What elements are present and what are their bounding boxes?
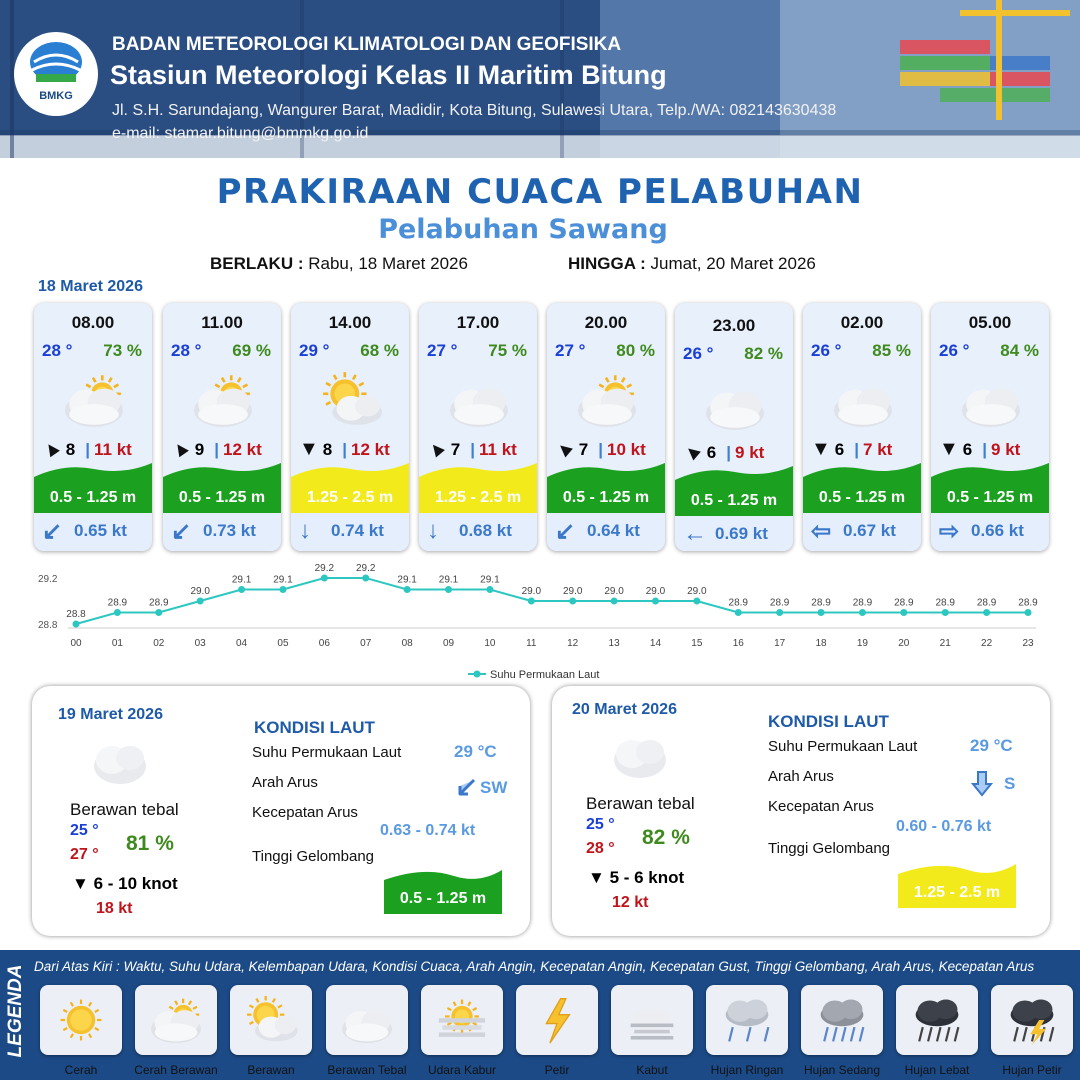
berawan-tebal-icon [953, 369, 1029, 436]
cerah-berawan-icon [144, 991, 208, 1054]
sst-data-label: 29.0 [562, 586, 583, 597]
sst-data-label: 29.1 [273, 574, 293, 586]
forecast-wind [421, 434, 517, 464]
forecast-card [931, 303, 1049, 551]
x-tick-label: 11 [526, 638, 537, 649]
day3-humidity: 82 % [642, 826, 690, 849]
current-row [163, 513, 281, 551]
current-row [803, 513, 921, 551]
sst-data-point [818, 609, 825, 616]
day2-temp-min: 25 ° [70, 822, 99, 839]
legend-item-label: Petir [544, 1063, 570, 1077]
current-direction-icon: ⇨ [939, 518, 960, 545]
day2-wave-label: Tinggi Gelombang [252, 848, 375, 865]
wave-height: 0.5 - 1.25 m [562, 489, 650, 506]
x-tick-label: 22 [981, 638, 993, 649]
forecast-time: 11.00 [201, 313, 243, 332]
sst-data-label: 28.9 [769, 597, 790, 609]
day2-wave: 0.5 - 1.25 m [399, 890, 487, 907]
forecast-time: 02.00 [840, 313, 884, 332]
sst-data-point [693, 598, 700, 605]
sst-data-label: 28.9 [728, 597, 748, 609]
current-direction-icon: ↙ [171, 518, 192, 545]
day3-panel [552, 686, 1050, 936]
day3-wind-speed: 5 - 6 knot [609, 868, 685, 887]
berawan-tebal-icon [825, 369, 901, 436]
current-speed: 0.69 kt [715, 524, 768, 543]
wind-gust: 10 kt [607, 440, 646, 459]
sst-data-point [197, 598, 204, 605]
day3-direction-label: Arah Arus [768, 768, 834, 785]
cerah-berawan-icon [569, 369, 645, 436]
sst-data-label: 29.1 [480, 574, 500, 586]
sst-data-point [983, 609, 990, 616]
sst-series-line [76, 578, 1028, 624]
current-direction-icon: ↙ [42, 518, 63, 545]
port-name: Pelabuhan Sawang [378, 214, 668, 245]
day3-temp-min: 25 ° [586, 816, 615, 833]
current-speed: 0.67 kt [843, 521, 896, 540]
sst-data-label: 29.0 [521, 586, 542, 597]
day2-speed: 0.63 - 0.74 kt [380, 822, 476, 839]
forecast-humidity: 80 % [616, 341, 655, 360]
forecast-humidity: 82 % [744, 344, 783, 363]
forecast-time: 17.00 [456, 313, 500, 332]
wave-height: 1.25 - 2.5 m [306, 489, 394, 506]
current-speed: 0.74 kt [331, 521, 384, 540]
hujan-lebat-icon [905, 991, 969, 1054]
sst-data-label: 29.1 [397, 574, 417, 586]
sst-data-point [238, 586, 245, 593]
legend-item-label: Hujan Ringan [710, 1063, 784, 1077]
current-direction-icon: ↓ [427, 517, 439, 544]
day2-sst: 29 °C [454, 742, 497, 761]
day1-date: 18 Maret 2026 [38, 278, 143, 295]
current-arrow-sw-icon [452, 776, 480, 802]
cerah-berawan-icon [185, 369, 261, 436]
day2-wind [72, 874, 178, 894]
cerah-berawan-icon [56, 369, 132, 436]
x-tick-label: 19 [856, 638, 868, 649]
sst-data-point [486, 586, 493, 593]
sst-data-point [859, 609, 866, 616]
day2-panel [32, 686, 530, 936]
sst-data-label: 28.9 [1018, 597, 1038, 609]
forecast-card [34, 303, 152, 551]
sst-data-label: 28.8 [66, 609, 86, 620]
cerah-icon [49, 991, 113, 1054]
current-speed: 0.64 kt [587, 521, 640, 540]
agency-name: BADAN METEOROLOGI KLIMATOLOGI DAN GEOFISIKA [112, 34, 622, 55]
sst-data-point [900, 609, 907, 616]
forecast-humidity: 68 % [360, 341, 399, 360]
berawan-tebal-icon [441, 369, 517, 436]
current-speed: 0.65 kt [74, 521, 127, 540]
legend-item [516, 985, 598, 1055]
sst-data-point [279, 586, 286, 593]
sst-data-point [569, 598, 576, 605]
sst-data-label: 28.9 [852, 597, 873, 609]
wind-speed: 7 [578, 440, 589, 459]
day2-speed-label: Kecepatan Arus [252, 804, 358, 821]
wind-gust: 11 kt [94, 440, 132, 459]
day3-sea-title: KONDISI LAUT [768, 712, 889, 731]
current-speed: 0.68 kt [459, 521, 512, 540]
station-name: Stasiun Meteorologi Kelas II Maritim Bitung [110, 60, 667, 90]
forecast-wind [37, 434, 132, 464]
sst-data-label: 29.1 [231, 574, 252, 586]
day3-speed: 0.60 - 0.76 kt [896, 818, 992, 835]
wave-height: 1.25 - 2.5 m [434, 489, 522, 506]
y-tick-label: 29.2 [38, 574, 58, 585]
sst-data-point [155, 609, 162, 616]
x-tick-label: 05 [277, 638, 289, 649]
hujan-sedang-icon [810, 991, 874, 1054]
forecast-humidity: 75 % [488, 341, 527, 360]
legend-series-name: Suhu Permukaan Laut [490, 669, 600, 681]
wind-direction-icon: ▼ [811, 438, 831, 460]
forecast-temp: 28 ° [42, 341, 73, 360]
legend-item [801, 985, 883, 1055]
current-direction-icon: ↓ [299, 517, 311, 544]
x-tick-label: 12 [567, 638, 579, 649]
legend-item [40, 985, 122, 1055]
day2-sea-title: KONDISI LAUT [254, 718, 375, 737]
forecast-humidity: 84 % [1000, 341, 1039, 360]
y-tick-label: 28.8 [38, 620, 58, 631]
legend-item [230, 985, 312, 1055]
sst-data-point [735, 609, 742, 616]
legend-item [706, 985, 788, 1055]
wind-separator-icon: | [470, 440, 476, 459]
wind-speed: 7 [450, 440, 461, 459]
legend-title: LEGENDA [5, 964, 26, 1058]
wind-separator-icon: | [854, 440, 860, 459]
wind-speed: 6 [706, 443, 717, 462]
hujan-ringan-icon [715, 991, 779, 1054]
current-row [931, 513, 1049, 551]
day2-sst-label: Suhu Permukaan Laut [252, 744, 402, 761]
x-tick-label: 15 [691, 638, 703, 649]
x-tick-label: 04 [236, 638, 248, 649]
day3-condition: Berawan tebal [586, 794, 695, 813]
sst-data-point [776, 609, 783, 616]
legend-item [135, 985, 217, 1055]
sst-data-point [73, 621, 80, 628]
validity-from-value: Rabu, 18 Maret 2026 [308, 254, 468, 273]
x-tick-label: 08 [401, 638, 413, 649]
x-tick-label: 17 [774, 638, 786, 649]
day3-wind [588, 868, 684, 888]
sst-data-label: 28.9 [976, 597, 997, 609]
legend-item-label: Kabut [636, 1063, 668, 1077]
legend-item-label: Berawan Tebal [327, 1063, 407, 1077]
wind-separator-icon: | [726, 443, 732, 462]
day3-date: 20 Maret 2026 [572, 701, 677, 718]
sst-data-point [528, 598, 535, 605]
wave-height: 0.5 - 1.25 m [690, 492, 778, 509]
current-row [419, 513, 537, 551]
wind-separator-icon: | [982, 440, 988, 459]
sst-data-point [1025, 609, 1032, 616]
forecast-temp: 26 ° [683, 344, 714, 363]
berawan-tebal-icon [335, 991, 399, 1054]
forecast-humidity: 69 % [232, 341, 271, 360]
sst-data-label: 28.9 [894, 597, 914, 609]
wind-direction-icon: ▲ [166, 434, 196, 464]
sst-data-point [404, 586, 411, 593]
forecast-wind [166, 434, 262, 464]
station-address: Jl. S.H. Sarundajang, Wangurer Barat, Madidir, Kota Bitung, Sulawesi Utara, Telp./WA: 082143630438 [112, 102, 837, 119]
wind-speed: 6 [834, 440, 845, 459]
wind-separator-icon: | [598, 440, 604, 459]
day3-temp-max: 28 ° [586, 840, 615, 857]
forecast-temp: 28 ° [171, 341, 202, 360]
sst-data-label: 28.9 [107, 597, 128, 609]
wind-direction-icon: ▲ [421, 434, 452, 464]
day3-sst-label: Suhu Permukaan Laut [768, 738, 918, 755]
wind-direction-icon: ▼ [72, 874, 89, 893]
legend-item-label: Berawan [247, 1063, 295, 1077]
day3-wave: 1.25 - 2.5 m [913, 884, 1001, 901]
sst-data-point [362, 575, 369, 582]
validity-to [568, 254, 816, 274]
x-tick-label: 06 [318, 638, 330, 649]
x-tick-label: 00 [70, 638, 82, 649]
wind-speed: 8 [322, 440, 333, 459]
x-tick-label: 23 [1022, 638, 1034, 649]
day2-humidity: 81 % [126, 832, 174, 855]
wind-direction-icon: ▼ [939, 438, 959, 460]
berawan-tebal-icon [608, 728, 678, 788]
sst-data-label: 29.2 [356, 563, 376, 574]
sst-data-label: 28.9 [149, 597, 169, 609]
current-arrow-s-icon [970, 770, 994, 798]
day2-gust: 18 kt [96, 900, 133, 917]
current-direction-icon: ↙ [555, 518, 576, 545]
forecast-wind [939, 440, 1020, 460]
sst-data-label: 29.0 [190, 586, 210, 597]
wind-gust: 11 kt [479, 440, 517, 459]
sst-data-label: 29.0 [687, 586, 707, 597]
logo-text: BMKG [39, 90, 73, 102]
legend-item-label: Cerah Berawan [134, 1063, 218, 1077]
day3-direction: S [1004, 774, 1016, 793]
sst-data-label: 28.9 [935, 597, 955, 609]
wind-direction-icon: ▼ [588, 868, 605, 887]
x-tick-label: 14 [649, 638, 662, 649]
page-title: PRAKIRAAN CUACA PELABUHAN [216, 172, 864, 212]
x-tick-label: 07 [360, 638, 372, 649]
day3-sst: 29 °C [970, 736, 1013, 755]
wind-gust: 12 kt [223, 440, 262, 459]
bmkg-emblem-icon [26, 40, 86, 88]
current-speed: 0.73 kt [203, 521, 256, 540]
validity-to-value: Jumat, 20 Maret 2026 [650, 254, 816, 273]
forecast-wind [299, 440, 390, 460]
forecast-time: 08.00 [71, 313, 115, 332]
legend-item-label: Udara Kabur [427, 1063, 497, 1077]
forecast-time: 20.00 [584, 313, 628, 332]
day3-gust: 12 kt [612, 894, 649, 911]
wave-height: 0.5 - 1.25 m [818, 489, 906, 506]
wind-speed: 8 [65, 440, 76, 459]
forecast-card [803, 303, 921, 551]
sst-data-label: 29.2 [314, 563, 335, 574]
forecast-temp: 29 ° [299, 341, 330, 360]
forecast-temp: 27 ° [427, 341, 458, 360]
x-tick-label: 01 [111, 638, 123, 649]
forecast-card [675, 303, 793, 551]
sst-data-point [611, 598, 618, 605]
wind-direction-icon: ▲ [549, 434, 580, 464]
berawan-icon [313, 369, 389, 436]
hujan-petir-icon [1000, 991, 1064, 1054]
berawan-tebal-icon [88, 734, 158, 794]
forecast-card [419, 303, 537, 551]
wind-gust: 9 kt [991, 440, 1021, 459]
validity-from [210, 254, 468, 274]
x-tick-label: 20 [898, 638, 910, 649]
forecast-temp: 26 ° [939, 341, 970, 360]
day2-wind-speed: 6 - 10 knot [93, 874, 178, 893]
wind-separator-icon: | [214, 440, 220, 459]
wave-height: 0.5 - 1.25 m [946, 489, 1034, 506]
forecast-humidity: 73 % [103, 341, 142, 360]
validity-to-label: HINGGA : [568, 254, 646, 273]
wind-speed: 6 [962, 440, 973, 459]
current-row [34, 513, 152, 551]
x-tick-label: 21 [939, 638, 951, 649]
wind-separator-icon: | [85, 440, 91, 459]
forecast-time: 14.00 [328, 313, 372, 332]
day2-direction-label: Arah Arus [252, 774, 318, 791]
kabut-icon [620, 991, 684, 1054]
x-tick-label: 16 [732, 638, 744, 649]
sst-data-label: 29.0 [604, 586, 624, 597]
day2-direction: SW [480, 778, 508, 797]
day3-wave-label: Tinggi Gelombang [768, 840, 891, 857]
current-row [675, 516, 793, 551]
station-email: e-mail: stamar.bitung@bmmkg.go.id [112, 125, 369, 142]
legend-marker-icon [474, 671, 481, 678]
day3-speed-label: Kecepatan Arus [768, 798, 874, 815]
legend-item [611, 985, 693, 1055]
sst-data-point [445, 586, 452, 593]
sst-data-point [114, 609, 121, 616]
sst-data-point [321, 575, 328, 582]
current-row [291, 513, 409, 551]
sst-data-point [652, 598, 659, 605]
x-tick-label: 09 [442, 638, 455, 649]
legend-item [896, 985, 978, 1055]
wind-separator-icon: | [342, 440, 348, 459]
wind-gust: 9 kt [735, 443, 765, 462]
legend-info: Dari Atas Kiri : Waktu, Suhu Udara, Kelembapan Udara, Kondisi Cuaca, Arah Angin, Kecepatan Angin, Kecepatan Gust, Tinggi Gelombang, Arah Arus, Kecepatan Arus [34, 959, 1035, 974]
day2-date: 19 Maret 2026 [58, 706, 163, 723]
forecast-wind [549, 434, 646, 464]
sst-data-label: 29.1 [438, 574, 459, 586]
berawan-icon [239, 991, 303, 1054]
validity-from-label: BERLAKU : [210, 254, 304, 273]
x-tick-label: 13 [608, 638, 620, 649]
wind-gust: 7 kt [863, 440, 893, 459]
legend-item-label: Cerah [64, 1063, 98, 1077]
forecast-wind [677, 437, 765, 467]
legend-item-label: Hujan Sedang [803, 1063, 881, 1077]
x-tick-label: 10 [484, 638, 496, 649]
udara-kabur-icon [430, 991, 494, 1054]
wind-direction-icon: ▲ [37, 434, 67, 464]
current-row [547, 513, 665, 551]
x-tick-label: 18 [815, 638, 827, 649]
sst-data-point [942, 609, 949, 616]
wave-height: 0.5 - 1.25 m [49, 489, 137, 506]
legend-item [421, 985, 503, 1055]
current-speed: 0.66 kt [971, 521, 1024, 540]
current-direction-icon: ⇦ [811, 518, 832, 545]
day2-condition: Berawan tebal [70, 800, 179, 819]
day2-temp-max: 27 ° [70, 846, 99, 863]
forecast-temp: 26 ° [811, 341, 842, 360]
berawan-tebal-icon [697, 372, 773, 439]
forecast-humidity: 85 % [872, 341, 911, 360]
forecast-wind [811, 440, 892, 460]
wind-speed: 9 [194, 440, 205, 459]
legend-item [991, 985, 1073, 1055]
wind-gust: 12 kt [351, 440, 390, 459]
wave-height: 0.5 - 1.25 m [178, 489, 266, 506]
forecast-temp: 27 ° [555, 341, 586, 360]
forecast-time: 23.00 [712, 316, 756, 335]
sst-data-label: 29.0 [645, 586, 666, 597]
wind-direction-icon: ▼ [299, 438, 319, 460]
sst-data-label: 28.9 [811, 597, 831, 609]
forecast-card [547, 303, 665, 551]
forecast-time: 05.00 [968, 313, 1012, 332]
current-direction-icon: ← [683, 520, 707, 547]
forecast-card [291, 303, 409, 551]
bmkg-logo [14, 32, 98, 116]
x-tick-label: 02 [153, 638, 165, 649]
wind-direction-icon: ▲ [677, 437, 708, 467]
legend-item [326, 985, 408, 1055]
legend-item-label: Hujan Petir [1002, 1063, 1062, 1077]
legend-item-label: Hujan Lebat [904, 1063, 970, 1077]
petir-icon [525, 991, 589, 1054]
forecast-card [163, 303, 281, 551]
x-tick-label: 03 [194, 638, 206, 649]
sea-surface-temperature-chart [28, 560, 1058, 690]
